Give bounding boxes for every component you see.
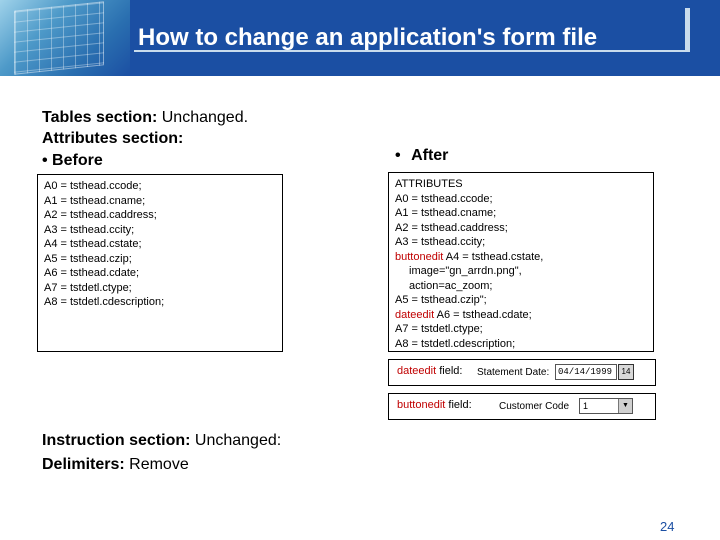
tables-section-value: Unchanged. bbox=[157, 109, 249, 126]
buttonedit-label-text: field: bbox=[445, 399, 472, 411]
before-line: A6 = tsthead.cdate; bbox=[44, 267, 140, 279]
after-line: A8 = tstdetl.cdescription; bbox=[395, 337, 516, 350]
buttonedit-label-keyword: buttonedit bbox=[397, 399, 446, 411]
after-heading-line bbox=[395, 146, 448, 166]
instruction-section-line bbox=[42, 431, 281, 451]
header-photo bbox=[0, 0, 130, 76]
before-line: A1 = tsthead.cname; bbox=[44, 194, 146, 207]
statement-date-caption: Statement Date: bbox=[477, 367, 550, 378]
after-line-text: A4 = tsthead.cstate, bbox=[443, 250, 544, 263]
after-line-buttonedit bbox=[395, 250, 653, 265]
after-line-dateedit bbox=[395, 308, 653, 323]
after-line: A0 = tsthead.ccode; bbox=[395, 192, 493, 205]
buttonedit-field-box bbox=[388, 393, 656, 420]
before-line: A7 = tstdetl.ctype; bbox=[44, 281, 132, 294]
after-bullet: • bbox=[395, 147, 401, 164]
before-line: A5 = tsthead.czip; bbox=[44, 252, 132, 265]
after-line-text: A6 = tsthead.cdate; bbox=[434, 308, 532, 321]
delimiters-value: Remove bbox=[124, 456, 189, 473]
slide-header bbox=[0, 0, 720, 76]
dateedit-field-label bbox=[397, 365, 462, 377]
instruction-section-value: Unchanged: bbox=[190, 432, 282, 449]
before-line: A3 = tsthead.ccity; bbox=[44, 223, 135, 236]
dateedit-label-keyword: dateedit bbox=[397, 365, 437, 377]
customer-code-value: 1 bbox=[583, 401, 589, 411]
before-heading: • Before bbox=[42, 152, 103, 169]
tables-section-label: Tables section: bbox=[42, 109, 158, 126]
after-line: A3 = tsthead.ccity; bbox=[395, 236, 486, 248]
before-line: A8 = tstdetl.cdescription; bbox=[44, 296, 165, 308]
after-line: A1 = tsthead.cname; bbox=[395, 207, 497, 219]
slide-title: How to change an application's form file bbox=[138, 24, 598, 51]
instruction-section-label: Instruction section: bbox=[42, 432, 191, 449]
customer-code-caption: Customer Code bbox=[499, 401, 570, 412]
dateedit-field-box bbox=[388, 359, 656, 386]
buttonedit-keyword: buttonedit bbox=[395, 250, 444, 263]
dateedit-keyword: dateedit bbox=[395, 308, 435, 321]
before-code-box bbox=[37, 174, 283, 352]
after-code-box bbox=[388, 172, 654, 352]
after-line: image="gn_arrdn.png", bbox=[409, 265, 522, 277]
after-line: A5 = tsthead.czip"; bbox=[395, 294, 487, 306]
delimiters-label: Delimiters: bbox=[42, 456, 125, 473]
delimiters-line bbox=[42, 455, 189, 475]
calendar-button[interactable]: 14 bbox=[618, 364, 634, 380]
before-line: A0 = tsthead.ccode; bbox=[44, 180, 142, 192]
after-line: A2 = tsthead.caddress; bbox=[395, 221, 508, 234]
after-line: A7 = tstdetl.ctype; bbox=[395, 323, 483, 335]
customer-code-input[interactable] bbox=[579, 398, 633, 414]
after-line: ATTRIBUTES bbox=[395, 178, 463, 190]
dateedit-label-text: field: bbox=[436, 365, 463, 377]
before-line: A4 = tsthead.cstate; bbox=[44, 238, 142, 250]
page-number: 24 bbox=[660, 519, 675, 534]
buttonedit-field-label bbox=[397, 399, 472, 411]
header-photo-grid bbox=[14, 1, 104, 74]
tables-section-line bbox=[42, 108, 248, 128]
attributes-section-label: Attributes section: bbox=[42, 130, 184, 147]
after-line: action=ac_zoom; bbox=[409, 279, 493, 292]
header-accent-bar bbox=[685, 8, 690, 50]
before-line: A2 = tsthead.caddress; bbox=[44, 209, 157, 221]
statement-date-input[interactable]: 04/14/1999 bbox=[555, 364, 617, 380]
chevron-down-icon[interactable]: ▼ bbox=[618, 399, 632, 413]
after-heading: After bbox=[411, 147, 449, 164]
